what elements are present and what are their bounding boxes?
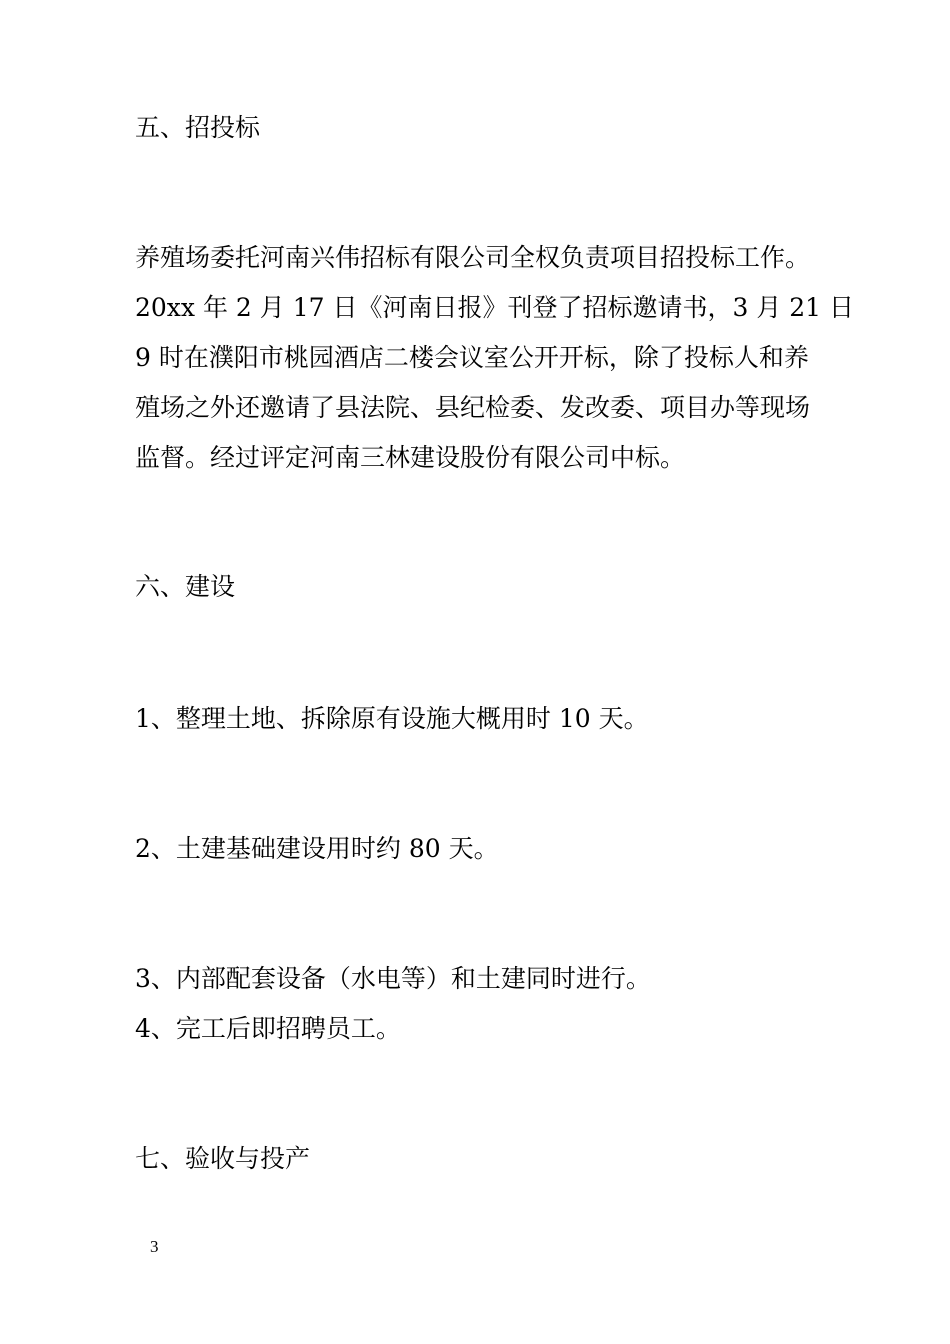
paragraph-line: 养殖场委托河南兴伟招标有限公司全权负责项目招投标工作。 xyxy=(135,243,811,272)
paragraph-line: 9 时在濮阳市桃园酒店二楼会议室公开开标，除了投标人和养 xyxy=(135,343,809,372)
paragraph-line: 监督。经过评定河南三林建设股份有限公司中标。 xyxy=(135,443,686,472)
page-number: 3 xyxy=(150,1237,159,1256)
section-heading-acceptance: 七、验收与投产 xyxy=(135,1144,311,1173)
list-item: 3、内部配套设备（水电等）和土建同时进行。 xyxy=(135,964,651,993)
section-heading-bidding: 五、招投标 xyxy=(135,113,261,142)
list-item: 1、整理土地、拆除原有设施大概用时 10 天。 xyxy=(135,704,649,733)
list-item: 2、土建基础建设用时约 80 天。 xyxy=(135,834,499,863)
paragraph-line: 殖场之外还邀请了县法院、县纪检委、发改委、项目办等现场 xyxy=(135,393,811,422)
list-item: 4、完工后即招聘员工。 xyxy=(135,1014,401,1043)
paragraph-line: 20xx 年 2 月 17 日《河南日报》刊登了招标邀请书，3 月 21 日 xyxy=(135,293,855,322)
section-heading-construction: 六、建设 xyxy=(135,572,236,601)
